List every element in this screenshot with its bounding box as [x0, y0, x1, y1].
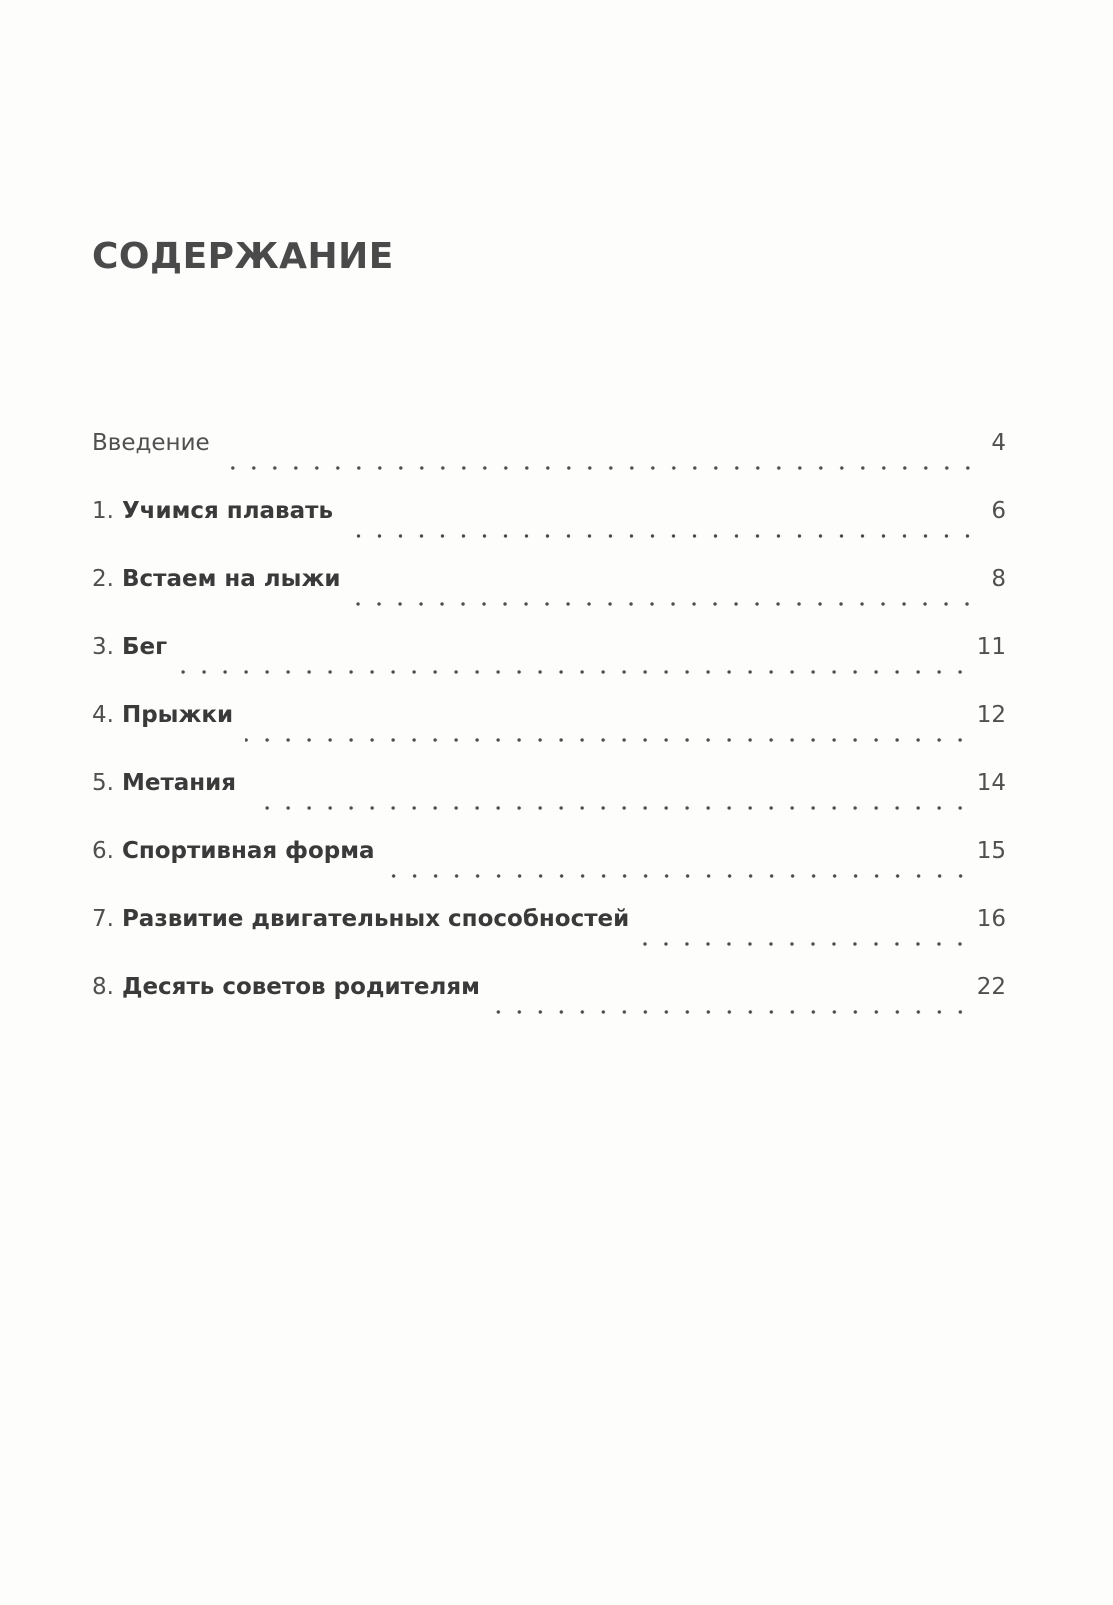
- toc-entry-label: Учимся плавать: [121, 498, 334, 524]
- toc-entry-label: Бег: [121, 634, 168, 660]
- toc-entry-label: Введение: [92, 430, 210, 456]
- toc-entry-2[interactable]: [92, 564, 1006, 632]
- toc-entry-6[interactable]: [92, 836, 1006, 904]
- toc-entry-number: 1.: [92, 498, 114, 524]
- toc-entry-number: 8.: [92, 974, 114, 1000]
- toc-entry-label: Спортивная форма: [121, 838, 375, 864]
- toc-entry-5[interactable]: [92, 768, 1006, 836]
- toc-entry-number: 3.: [92, 634, 114, 660]
- toc-entry-label: Развитие двигательных способностей: [121, 906, 630, 932]
- toc-page-number: 14: [976, 770, 1006, 796]
- toc-entry-7[interactable]: [92, 904, 1006, 972]
- toc-entry-label: Встаем на лыжи: [121, 566, 341, 592]
- toc-entry-label: Десять советов родителям: [121, 974, 480, 1000]
- toc-entry-introduction[interactable]: [92, 428, 1006, 496]
- toc-page-number: 15: [976, 838, 1006, 864]
- toc-entry-label: Метания: [121, 770, 237, 796]
- toc-entry-8[interactable]: [92, 972, 1006, 1040]
- toc-dot-leader: [345, 534, 978, 538]
- toc-page-number: 8: [991, 566, 1006, 592]
- toc-dot-leader: [641, 942, 970, 946]
- toc-page-number: 16: [976, 906, 1006, 932]
- table-of-contents: [92, 428, 1006, 1040]
- toc-entry-1[interactable]: [92, 496, 1006, 564]
- toc-page-number: 12: [976, 702, 1006, 728]
- toc-page-number: 11: [976, 634, 1006, 660]
- toc-page-number: 22: [976, 974, 1006, 1000]
- toc-entry-number: 6.: [92, 838, 114, 864]
- toc-entry-4[interactable]: [92, 700, 1006, 768]
- toc-dot-leader: [352, 602, 978, 606]
- toc-entry-number: 4.: [92, 702, 114, 728]
- toc-entry-3[interactable]: [92, 632, 1006, 700]
- toc-dot-leader: [387, 874, 971, 878]
- toc-entry-number: 7.: [92, 906, 114, 932]
- toc-entry-label: Прыжки: [121, 702, 234, 728]
- page-title: СОДЕРЖАНИЕ: [92, 236, 394, 277]
- toc-page-number: 4: [991, 430, 1006, 456]
- toc-dot-leader: [248, 806, 971, 810]
- toc-entry-number: 2.: [92, 566, 114, 592]
- toc-dot-leader: [492, 1010, 971, 1014]
- toc-entry-number: 5.: [92, 770, 114, 796]
- toc-page-number: 6: [991, 498, 1006, 524]
- toc-dot-leader: [245, 738, 971, 742]
- toc-dot-leader: [179, 670, 971, 674]
- toc-dot-leader: [222, 466, 978, 470]
